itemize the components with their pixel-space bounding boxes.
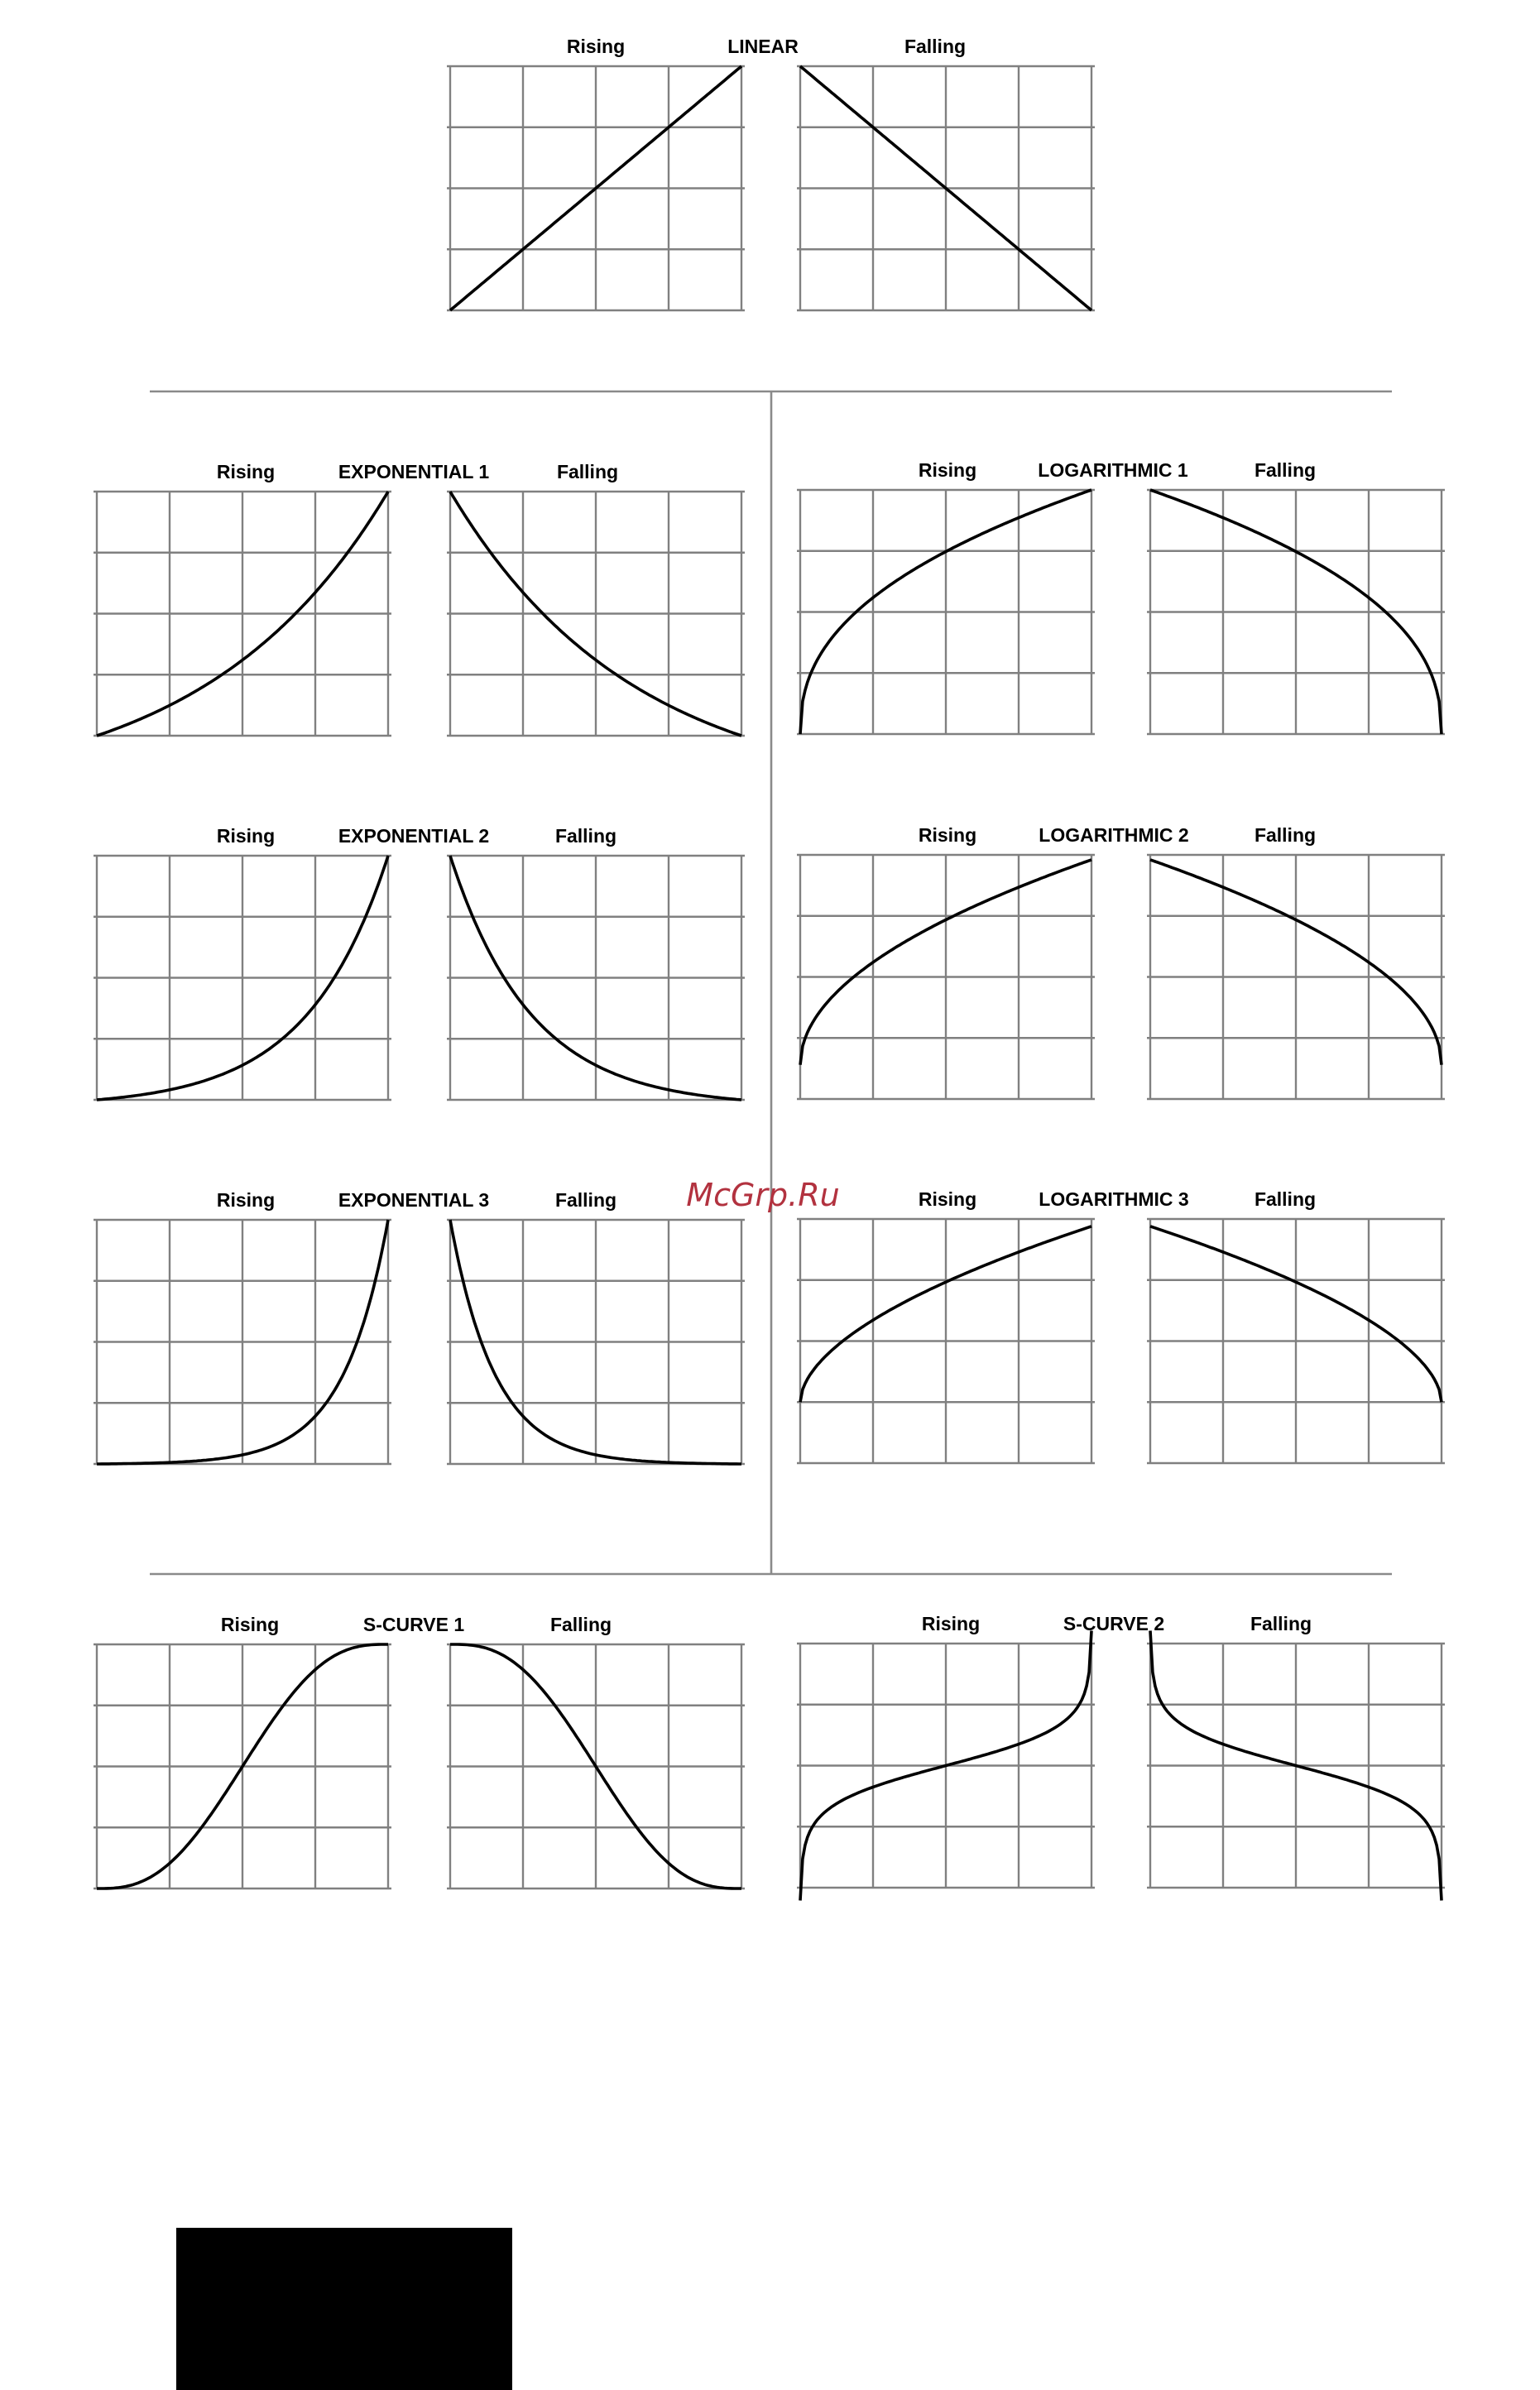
- exp1-rising-panel: [94, 492, 391, 736]
- s1-falling-label: Falling: [549, 1614, 612, 1635]
- exp1-falling-label: Falling: [556, 461, 619, 482]
- s2-falling-label: Falling: [1250, 1613, 1312, 1634]
- exp2-falling-label: Falling: [554, 825, 617, 847]
- s2-falling-panel: [1147, 1631, 1445, 1901]
- exp2-title: EXPONENTIAL 2: [338, 825, 490, 847]
- linear-falling-panel: [797, 66, 1095, 310]
- log1-rising-label: Rising: [918, 459, 977, 481]
- log2-falling-panel: [1147, 855, 1445, 1099]
- linear-title: LINEAR: [727, 36, 799, 57]
- log1-title: LOGARITHMIC 1: [1038, 459, 1188, 481]
- log3-falling-panel: [1147, 1219, 1445, 1463]
- linear-rising-panel: [447, 66, 745, 310]
- s1-rising-label: Rising: [220, 1614, 280, 1635]
- exp3-falling-panel: [447, 1220, 745, 1464]
- log2-title: LOGARITHMIC 2: [1039, 824, 1189, 846]
- exp1-title: EXPONENTIAL 1: [338, 461, 490, 482]
- watermark-text: McGrp.Ru: [686, 1177, 840, 1213]
- log1-falling-panel: [1147, 490, 1445, 734]
- exp3-falling-label: Falling: [554, 1189, 617, 1211]
- linear-rising-label: Rising: [566, 36, 626, 57]
- s1-rising-panel: [94, 1644, 391, 1888]
- log1-rising-panel: [797, 490, 1095, 734]
- log2-rising-panel: [797, 855, 1095, 1099]
- log3-title: LOGARITHMIC 3: [1039, 1188, 1189, 1210]
- exp1-rising-label: Rising: [216, 461, 276, 482]
- log2-rising-label: Rising: [918, 824, 977, 846]
- log2-falling-label: Falling: [1254, 824, 1317, 846]
- s2-title: S-CURVE 2: [1063, 1613, 1165, 1634]
- exp3-title: EXPONENTIAL 3: [338, 1189, 490, 1211]
- log3-falling-label: Falling: [1254, 1188, 1317, 1210]
- s2-rising-label: Rising: [921, 1613, 981, 1634]
- footer-black-block: [176, 2228, 512, 2390]
- log3-rising-label: Rising: [918, 1188, 977, 1210]
- exp3-rising-label: Rising: [216, 1189, 276, 1211]
- s2-rising-panel: [797, 1631, 1095, 1901]
- log1-falling-label: Falling: [1254, 459, 1317, 481]
- log3-rising-panel: [797, 1219, 1095, 1463]
- s1-falling-panel: [447, 1644, 745, 1888]
- exp2-falling-panel: [447, 856, 745, 1100]
- exp2-rising-panel: [94, 856, 391, 1100]
- linear-falling-label: Falling: [904, 36, 967, 57]
- s1-title: S-CURVE 1: [362, 1614, 465, 1635]
- exp3-rising-panel: [94, 1220, 391, 1464]
- exp2-rising-label: Rising: [216, 825, 276, 847]
- exp1-falling-panel: [447, 492, 745, 736]
